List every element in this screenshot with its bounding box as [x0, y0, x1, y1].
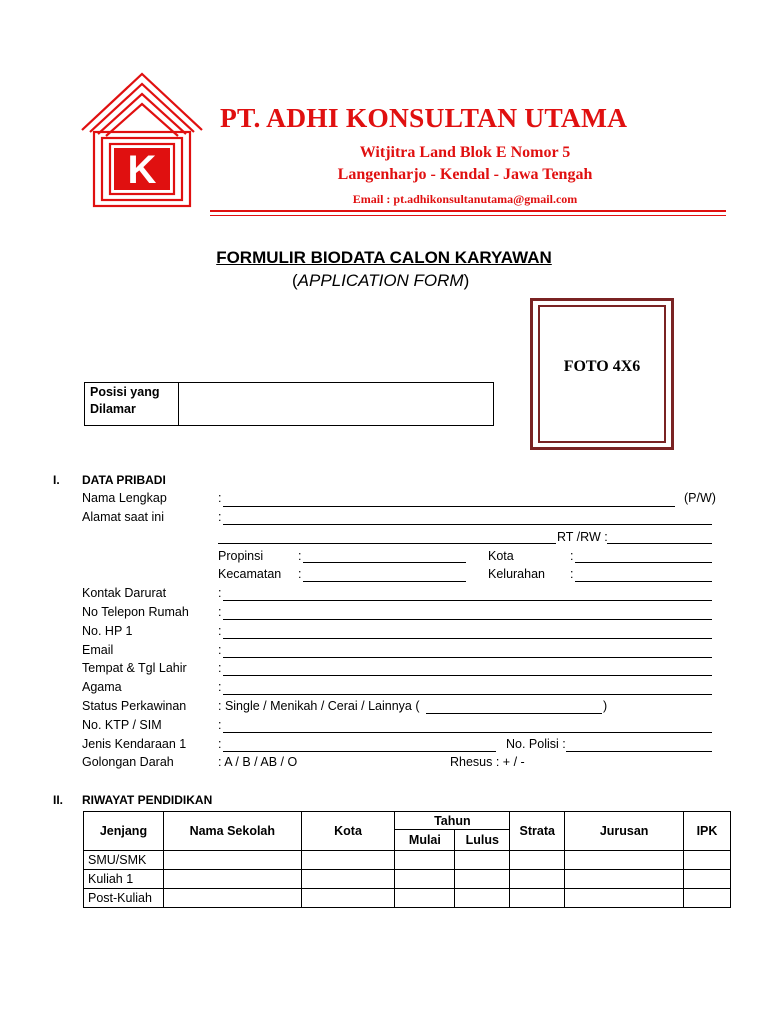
cell-input[interactable]	[510, 870, 565, 889]
cell-input[interactable]	[395, 870, 455, 889]
field-polisi[interactable]	[566, 751, 712, 752]
cell-input[interactable]	[684, 870, 731, 889]
field-kendaraan[interactable]	[223, 751, 496, 752]
field-nama[interactable]	[223, 506, 675, 507]
label-polisi: No. Polisi :	[506, 737, 566, 751]
colon: :	[570, 549, 574, 563]
cell-input[interactable]	[510, 889, 565, 908]
label-ktp: No. KTP / SIM	[82, 718, 162, 732]
field-agama[interactable]	[223, 694, 712, 695]
cell-input[interactable]	[301, 889, 395, 908]
status-close: )	[603, 699, 608, 713]
field-status-lainnya[interactable]	[426, 713, 602, 714]
status-options: : Single / Menikah / Cerai / Lainnya (	[218, 699, 420, 713]
field-telepon[interactable]	[223, 619, 712, 620]
colon: :	[218, 510, 222, 524]
cell-input[interactable]	[395, 889, 455, 908]
form-subtitle: (APPLICATION FORM)	[292, 271, 470, 290]
cell-input[interactable]	[301, 851, 395, 870]
label-kelurahan: Kelurahan	[488, 567, 545, 581]
label-golongan: Golongan Darah	[82, 755, 174, 769]
section-2-number: II.	[53, 793, 64, 807]
cell-input[interactable]	[163, 851, 301, 870]
company-email: Email : pt.adhikonsultanutama@gmail.com	[352, 192, 578, 206]
label-gender: (P/W)	[684, 491, 716, 505]
header-lulus: Lulus	[455, 830, 510, 851]
letterhead-rule	[210, 210, 726, 212]
colon: :	[570, 567, 574, 581]
label-ttl: Tempat & Tgl Lahir	[82, 661, 187, 675]
field-kecamatan[interactable]	[303, 581, 466, 582]
label-alamat: Alamat saat ini	[82, 510, 164, 524]
section-2-title: RIWAYAT PENDIDIKAN	[82, 793, 213, 807]
cell-input[interactable]	[455, 889, 510, 908]
field-rtrw[interactable]	[607, 543, 712, 544]
field-email[interactable]	[223, 657, 712, 658]
cell-input[interactable]	[684, 851, 731, 870]
label-hp: No. HP 1	[82, 624, 133, 638]
cell-input[interactable]	[455, 851, 510, 870]
row-jenjang: Kuliah 1	[84, 870, 164, 889]
label-nama: Nama Lengkap	[82, 491, 167, 505]
field-kota[interactable]	[575, 562, 712, 563]
header-ipk: IPK	[684, 812, 731, 851]
header-strata: Strata	[510, 812, 565, 851]
field-kontak[interactable]	[223, 600, 712, 601]
header-jurusan: Jurusan	[565, 812, 684, 851]
company-address-line-2: Langenharjo - Kendal - Jawa Tengah	[337, 166, 593, 183]
colon: :	[218, 624, 222, 638]
company-address-line-1: Witjitra Land Blok E Nomor 5	[359, 144, 571, 161]
header-tahun: Tahun	[395, 812, 510, 830]
colon: :	[218, 718, 222, 732]
label-kecamatan: Kecamatan	[218, 567, 282, 581]
section-1-number: I.	[53, 473, 60, 487]
colon: :	[298, 549, 302, 563]
cell-input[interactable]	[565, 851, 684, 870]
field-alamat[interactable]	[223, 524, 712, 525]
colon: :	[298, 567, 302, 581]
table-row	[84, 889, 731, 908]
cell-input[interactable]	[684, 889, 731, 908]
header-sekolah: Nama Sekolah	[163, 812, 301, 851]
row-jenjang: Post-Kuliah	[84, 889, 164, 908]
golongan-options: : A / B / AB / O	[218, 755, 298, 769]
colon: :	[218, 680, 222, 694]
cell-input[interactable]	[395, 851, 455, 870]
field-propinsi[interactable]	[303, 562, 466, 563]
table-row	[84, 851, 731, 870]
cell-input[interactable]	[565, 870, 684, 889]
colon: :	[218, 643, 222, 657]
colon: :	[218, 737, 222, 751]
position-label: Posisi yang Dilamar	[90, 385, 160, 416]
colon: :	[218, 661, 222, 675]
colon: :	[218, 586, 222, 600]
colon: :	[218, 605, 222, 619]
table-row	[84, 870, 731, 889]
form-title: FORMULIR BIODATA CALON KARYAWAN	[216, 248, 552, 267]
photo-label: FOTO 4X6	[563, 358, 641, 375]
cell-input[interactable]	[163, 870, 301, 889]
header-jenjang: Jenjang	[84, 812, 164, 851]
company-logo	[80, 72, 205, 212]
row-jenjang: SMU/SMK	[84, 851, 164, 870]
logo-letter: K	[127, 148, 157, 192]
cell-input[interactable]	[565, 889, 684, 908]
section-1-title: DATA PRIBADI	[82, 473, 166, 487]
label-rtrw: RT /RW :	[557, 530, 608, 544]
position-input[interactable]	[180, 384, 492, 424]
education-table	[83, 811, 731, 908]
cell-input[interactable]	[163, 889, 301, 908]
label-kontak: Kontak Darurat	[82, 586, 167, 600]
field-kelurahan[interactable]	[575, 581, 712, 582]
rhesus-options: Rhesus : + / -	[450, 755, 525, 769]
label-kota: Kota	[488, 549, 514, 563]
label-propinsi: Propinsi	[218, 549, 264, 563]
form-subtitle-italic: APPLICATION FORM	[297, 271, 464, 290]
label-agama: Agama	[82, 680, 122, 694]
cell-input[interactable]	[301, 870, 395, 889]
field-ktp[interactable]	[223, 732, 712, 733]
label-status: Status Perkawinan	[82, 699, 187, 713]
header-mulai: Mulai	[395, 830, 455, 851]
colon: :	[218, 491, 222, 505]
position-box-divider	[178, 382, 179, 426]
label-email: Email	[82, 643, 114, 657]
cell-input[interactable]	[455, 870, 510, 889]
company-name: PT. ADHI KONSULTAN UTAMA	[220, 102, 628, 133]
field-alamat-2[interactable]	[218, 543, 556, 544]
label-telepon: No Telepon Rumah	[82, 605, 189, 619]
header-kota: Kota	[301, 812, 395, 851]
letterhead-rule-thin	[210, 215, 726, 216]
label-kendaraan: Jenis Kendaraan 1	[82, 737, 187, 751]
field-hp[interactable]	[223, 638, 712, 639]
field-ttl[interactable]	[223, 675, 712, 676]
cell-input[interactable]	[510, 851, 565, 870]
